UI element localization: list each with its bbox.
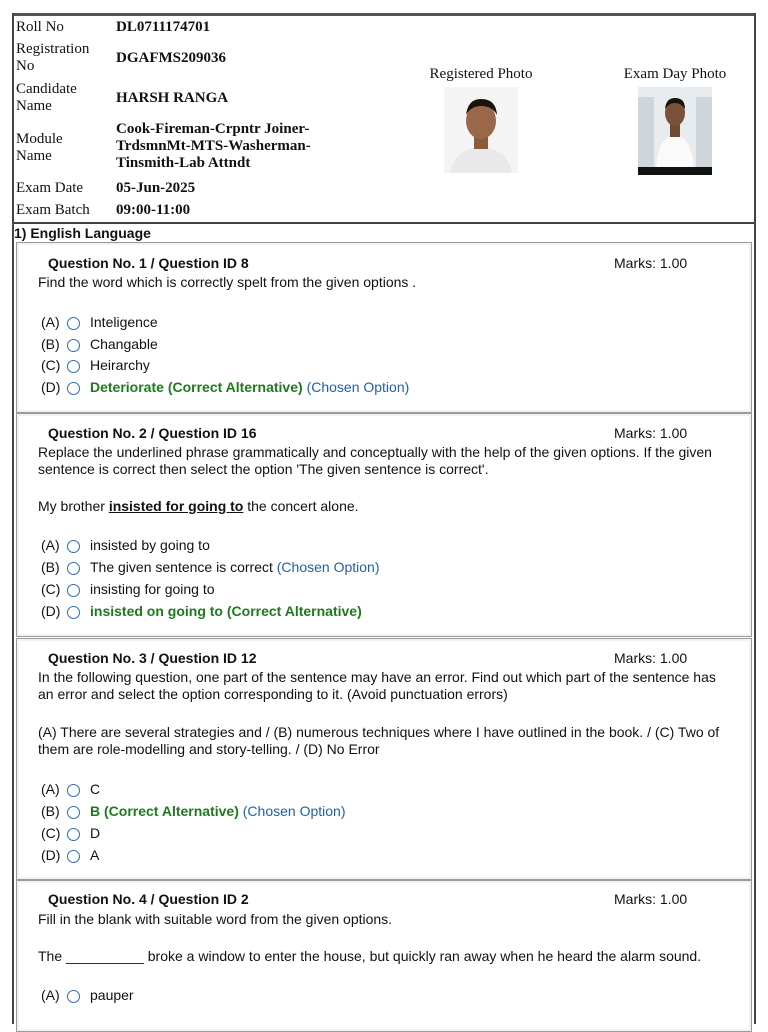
option-c[interactable] [41,355,150,375]
option-b[interactable] [41,801,345,821]
exam-date-label: Exam Date [16,180,84,196]
radio-icon[interactable] [67,317,80,330]
correct-alternative-marker: (Correct Alternative) [226,603,362,619]
radio-icon[interactable] [67,828,80,841]
registration-label: Registration No [16,41,90,74]
question-text: Fill in the blank with suitable word from the given options. [38,911,393,927]
section-title: 1) English Language [14,225,151,241]
option-c[interactable] [41,823,100,843]
question-text: Replace the underlined phrase grammatically and conceptually with the help of the given options. If the given sentence is correct then select the option 'The given sentence is correct'. [38,444,712,477]
name-label: Candidate Name [16,81,77,114]
option-letter: (B) [41,336,60,352]
option-letter: (B) [41,559,60,575]
option-text: C [90,781,101,797]
option-letter: (C) [41,825,61,841]
question-header: Question No. 1 / Question ID 8 [48,255,249,271]
option-b[interactable] [41,334,158,354]
option-letter: (A) [41,781,60,797]
option-letter: (D) [41,847,61,863]
question-passage: The __________ broke a window to enter the house, but quickly ran away when he heard the alarm sound. [38,948,702,964]
question-marks: Marks: 1.00 [614,891,688,907]
option-a[interactable] [41,779,100,799]
radio-icon[interactable] [67,339,80,352]
exam-day-photo-caption: Exam Day Photo [623,66,727,82]
sentence-after: the concert alone. [243,498,359,514]
page-frame-right [754,13,756,1024]
option-c[interactable] [41,579,215,599]
question-header: Question No. 4 / Question ID 2 [48,891,249,907]
name-value: HARSH RANGA [116,90,229,106]
question-header: Question No. 2 / Question ID 16 [48,425,257,441]
option-text: D [90,825,101,841]
candidate-details-panel [14,16,754,221]
registered-photo [444,87,518,173]
option-a[interactable] [41,535,210,555]
radio-icon[interactable] [67,584,80,597]
chosen-option-marker: (Chosen Option) [276,559,380,575]
option-text: Changable [90,336,158,352]
question-marks: Marks: 1.00 [614,425,688,441]
option-text: pauper [90,987,134,1003]
option-text: insisted by going to [90,537,210,553]
option-a[interactable] [41,985,134,1005]
question-card-3 [16,638,752,880]
question-text: In the following question, one part of the sentence may have an error. Find out which part of the sentence has an error and select the option corresponding to it. (Avoid punctuation errors) [38,669,716,702]
option-a[interactable] [41,312,158,332]
option-text: The given sentence is correct [90,559,273,575]
question-sentence [38,498,728,515]
question-card-1 [16,242,752,413]
chosen-option-marker: (Chosen Option) [306,379,410,395]
question-marks: Marks: 1.00 [614,255,688,271]
option-letter: (D) [41,603,61,619]
option-letter: (D) [41,379,61,395]
radio-icon[interactable] [67,360,80,373]
radio-icon[interactable] [67,382,80,395]
option-text-correct: B [90,803,101,819]
option-text-correct: insisted on going to [90,603,223,619]
option-letter: (C) [41,357,61,373]
option-text: Inteligence [90,314,158,330]
option-letter: (A) [41,987,60,1003]
option-text-correct: Deteriorate [90,379,164,395]
option-letter: (A) [41,314,60,330]
question-header: Question No. 3 / Question ID 12 [48,650,257,666]
exam-batch-label: Exam Batch [16,202,90,218]
sentence-before: My brother [38,498,109,514]
radio-icon[interactable] [67,540,80,553]
option-b[interactable] [41,557,379,577]
radio-icon[interactable] [67,562,80,575]
radio-icon[interactable] [67,784,80,797]
exam-date-value: 05-Jun-2025 [116,180,196,196]
option-text: insisting for going to [90,581,215,597]
question-text: Find the word which is correctly spelt from the given options . [38,274,417,290]
header-divider [12,222,756,224]
option-text: Heirarchy [90,357,150,373]
option-d[interactable] [41,601,362,621]
option-text: A [90,847,100,863]
module-value: Cook-Fireman-Crpntr Joiner-TrdsmnMt-MTS-Washerman-Tinsmith-Lab Attndt [116,121,311,171]
question-card-4 [16,880,752,1032]
registered-photo-caption: Registered Photo [429,66,533,82]
question-marks: Marks: 1.00 [614,650,688,666]
option-letter: (B) [41,803,60,819]
option-d[interactable] [41,845,99,865]
radio-icon[interactable] [67,990,80,1003]
radio-icon[interactable] [67,806,80,819]
underlined-phrase: insisted for going to [108,498,244,514]
question-card-2 [16,413,752,637]
registered-photo-block [406,66,556,173]
exam-day-photo [638,87,712,175]
roll-label: Roll No [16,19,64,35]
exam-batch-value: 09:00-11:00 [116,202,191,218]
roll-value: DL0711174701 [116,19,211,35]
option-d[interactable] [41,377,409,397]
option-letter: (A) [41,537,60,553]
question-passage: (A) There are several strategies and / (B) numerous techniques where I have outlined in the book. / (C) Two of them are role-modelling and story-telling. / (D) No Error [38,724,720,757]
option-letter: (C) [41,581,61,597]
exam-day-photo-block [600,66,750,175]
correct-alternative-marker: (Correct Alternative) [104,803,239,819]
chosen-option-marker: (Chosen Option) [242,803,346,819]
registration-value: DGAFMS209036 [116,50,226,66]
correct-alternative-marker: (Correct Alternative) [167,379,303,395]
radio-icon[interactable] [67,850,80,863]
module-label: Module Name [16,131,63,164]
radio-icon[interactable] [67,606,80,619]
